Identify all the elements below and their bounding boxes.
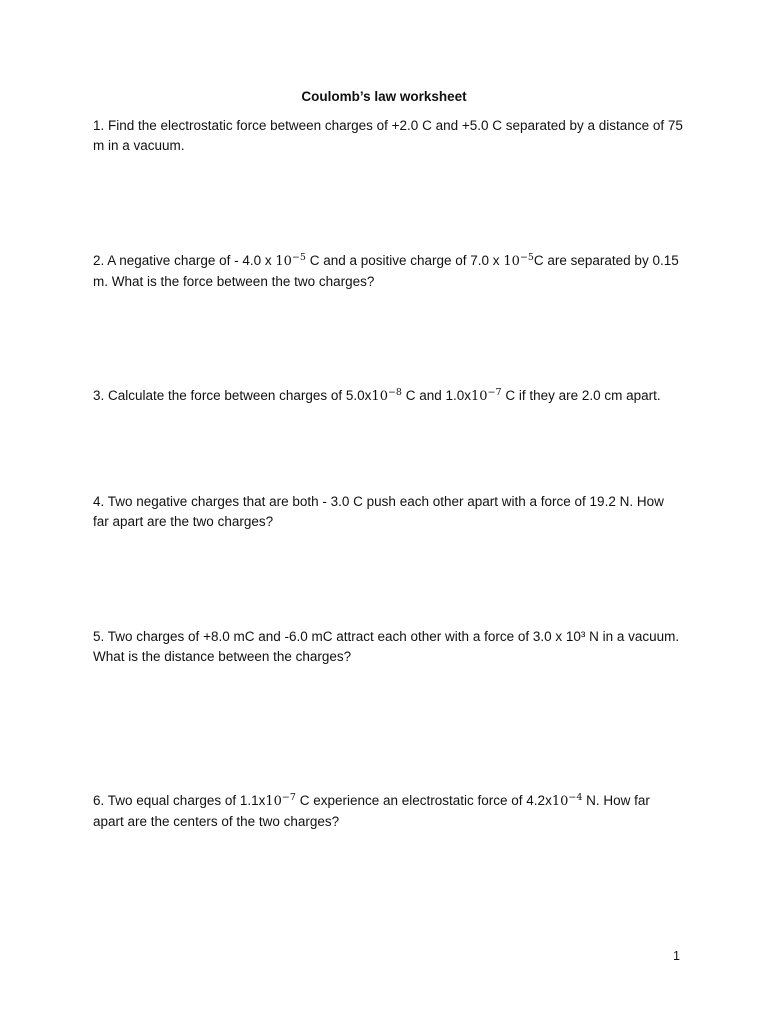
page-number: 1: [673, 949, 680, 963]
question-1-text: 1. Find the electrostatic force between charges of +2.0 C and +5.0 C separated by a distance of 75 m in a vacuum.: [93, 118, 683, 153]
question-2-power-2-base: 10: [503, 254, 520, 269]
question-6: [93, 791, 683, 832]
question-6-text-part1: 6. Two equal charges of 1.1x: [93, 793, 266, 808]
question-6-text-part3: N. How far apart are the centers of the two charges?: [93, 793, 650, 829]
question-1: [93, 116, 683, 156]
question-3: [93, 386, 683, 407]
question-4-text: 4. Two negative charges that are both - 3.0 C push each other apart with a force of 19.2 N. How far apart are the two charges?: [93, 494, 664, 529]
question-6-power-2: [552, 794, 583, 809]
question-3-text-part2: C and 1.0x: [401, 388, 472, 403]
question-2-text-part3: C are separated by 0.15 m. What is the force between the two charges?: [93, 253, 679, 289]
question-6-power-2-exponent: −4: [568, 792, 583, 803]
question-3-power-2-base: 10: [471, 389, 488, 404]
question-6-power-1: [265, 794, 296, 809]
question-2-power-2-exponent: −5: [519, 252, 534, 263]
question-6-power-2-base: 10: [551, 794, 569, 809]
question-3-power-2: [471, 389, 502, 404]
question-2-text-part1: 2. A negative charge of - 4.0 x: [93, 253, 276, 268]
question-3-power-2-exponent: −7: [487, 387, 502, 398]
question-2-power-1: [275, 254, 306, 269]
question-2: [93, 251, 683, 292]
question-6-power-1-base: 10: [265, 794, 282, 809]
question-3-power-1: [371, 389, 402, 404]
question-6-power-1-exponent: −7: [281, 792, 296, 803]
question-3-power-1-exponent: −8: [387, 387, 402, 398]
question-5-text: 5. Two charges of +8.0 mC and -6.0 mC attract each other with a force of 3.0 x 10³ N in a vacuum. What is the distance between the charges?: [93, 629, 680, 664]
question-2-power-1-base: 10: [275, 254, 292, 269]
question-2-power-2: [503, 254, 534, 269]
question-6-text-part2: C experience an electrostatic force of 4.2x: [295, 793, 552, 808]
question-5: [93, 627, 683, 667]
question-3-power-1-base: 10: [371, 389, 388, 404]
question-3-text-part1: 3. Calculate the force between charges of 5.0x: [93, 388, 372, 403]
question-4: [93, 492, 683, 532]
question-3-text-part3: C if they are 2.0 cm apart.: [501, 388, 661, 403]
question-2-text-part2: C and a positive charge of 7.0 x: [305, 253, 504, 268]
worksheet-title: Coulomb’s law worksheet: [301, 89, 467, 104]
question-2-power-1-exponent: −5: [291, 252, 306, 263]
